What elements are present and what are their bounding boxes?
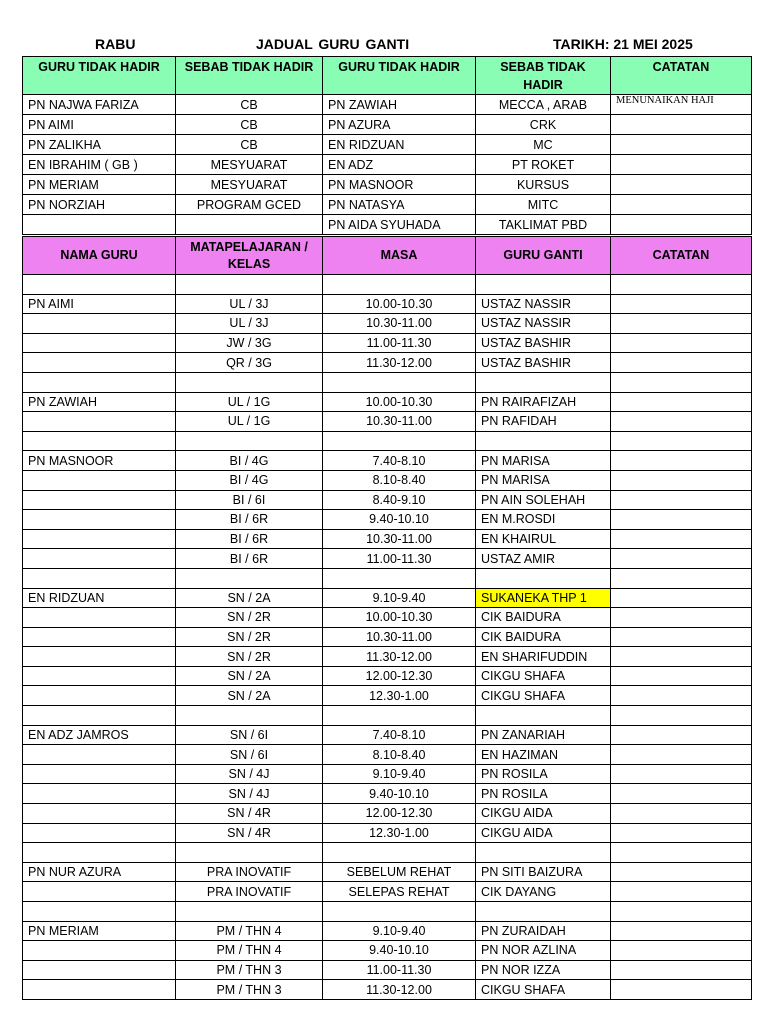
cell-subject: SN / 2A bbox=[176, 666, 323, 686]
cell-time bbox=[323, 843, 476, 863]
cell-time: 10.30-11.00 bbox=[323, 412, 476, 432]
table-row bbox=[23, 135, 752, 155]
column-header: MASA bbox=[323, 237, 476, 275]
cell-relief bbox=[476, 372, 611, 392]
column-header: CATATAN bbox=[611, 237, 752, 275]
table-row bbox=[23, 451, 752, 471]
cell-teacher1: PN MERIAM bbox=[23, 175, 176, 195]
table-row bbox=[23, 843, 752, 863]
cell-note bbox=[611, 745, 752, 765]
cell-reason2: PT ROKET bbox=[476, 155, 611, 175]
cell-note bbox=[611, 275, 752, 295]
cell-note bbox=[611, 333, 752, 353]
cell-subject: SN / 2R bbox=[176, 647, 323, 667]
cell-subject: SN / 4R bbox=[176, 823, 323, 843]
cell-teacher2: EN ADZ bbox=[323, 155, 476, 175]
cell-teacher: PN MASNOOR bbox=[23, 451, 176, 471]
cell-reason1: CB bbox=[176, 135, 323, 155]
cell-subject bbox=[176, 431, 323, 451]
cell-reason2: CRK bbox=[476, 115, 611, 135]
table-row bbox=[23, 804, 752, 824]
table-row bbox=[23, 95, 752, 115]
cell-relief: EN SHARIFUDDIN bbox=[476, 647, 611, 667]
cell-reason2: MECCA , ARAB bbox=[476, 95, 611, 115]
cell-time: 9.40-10.10 bbox=[323, 941, 476, 961]
cell-reason1: CB bbox=[176, 115, 323, 135]
cell-teacher2: PN AIDA SYUHADA bbox=[323, 215, 476, 235]
table-row bbox=[23, 529, 752, 549]
cell-time: 8.10-8.40 bbox=[323, 745, 476, 765]
table-row bbox=[23, 155, 752, 175]
cell-subject: PM / THN 3 bbox=[176, 980, 323, 1000]
cell-relief: PN SITI BAIZURA bbox=[476, 862, 611, 882]
table-row bbox=[23, 921, 752, 941]
cell-time: 11.30-12.00 bbox=[323, 980, 476, 1000]
cell-note bbox=[611, 706, 752, 726]
cell-subject: SN / 4J bbox=[176, 764, 323, 784]
cell-reason1 bbox=[176, 215, 323, 235]
cell-note bbox=[611, 115, 752, 135]
cell-subject: SN / 2A bbox=[176, 588, 323, 608]
cell-note bbox=[611, 666, 752, 686]
cell-relief: SUKANEKA THP 1 bbox=[476, 588, 611, 608]
cell-teacher bbox=[23, 784, 176, 804]
cell-time: 10.30-11.00 bbox=[323, 314, 476, 334]
cell-teacher bbox=[23, 941, 176, 961]
column-header: CATATAN bbox=[611, 57, 752, 95]
cell-relief: PN NOR IZZA bbox=[476, 960, 611, 980]
table-row bbox=[23, 725, 752, 745]
cell-time: 11.00-11.30 bbox=[323, 333, 476, 353]
cell-note bbox=[611, 314, 752, 334]
cell-time: 10.00-10.30 bbox=[323, 608, 476, 628]
cell-teacher2: PN ZAWIAH bbox=[323, 95, 476, 115]
absence-table bbox=[22, 56, 752, 235]
cell-note bbox=[611, 588, 752, 608]
cell-teacher bbox=[23, 980, 176, 1000]
cell-time: 11.00-11.30 bbox=[323, 960, 476, 980]
cell-time: 8.40-9.10 bbox=[323, 490, 476, 510]
cell-note bbox=[611, 175, 752, 195]
cell-teacher bbox=[23, 470, 176, 490]
document-title: JADUAL GURU GANTI bbox=[256, 36, 410, 52]
cell-subject: UL / 3J bbox=[176, 294, 323, 314]
cell-subject: SN / 6I bbox=[176, 725, 323, 745]
cell-note bbox=[611, 862, 752, 882]
date-label: TARIKH: 21 MEI 2025 bbox=[553, 36, 693, 52]
table-row bbox=[23, 470, 752, 490]
table-row bbox=[23, 647, 752, 667]
cell-time: 12.30-1.00 bbox=[323, 686, 476, 706]
cell-teacher bbox=[23, 353, 176, 373]
column-header: SEBAB TIDAK HADIR bbox=[476, 57, 611, 95]
cell-teacher bbox=[23, 706, 176, 726]
cell-teacher bbox=[23, 764, 176, 784]
cell-note bbox=[611, 353, 752, 373]
cell-teacher bbox=[23, 627, 176, 647]
cell-teacher2: PN NATASYA bbox=[323, 195, 476, 215]
table-row bbox=[23, 608, 752, 628]
cell-relief: USTAZ AMIR bbox=[476, 549, 611, 569]
cell-teacher bbox=[23, 686, 176, 706]
table-row bbox=[23, 549, 752, 569]
cell-teacher bbox=[23, 902, 176, 922]
cell-subject: BI / 4G bbox=[176, 470, 323, 490]
cell-subject: UL / 1G bbox=[176, 392, 323, 412]
cell-relief: USTAZ NASSIR bbox=[476, 294, 611, 314]
cell-note bbox=[611, 412, 752, 432]
cell-relief: CIKGU SHAFA bbox=[476, 980, 611, 1000]
cell-note bbox=[611, 529, 752, 549]
cell-relief bbox=[476, 902, 611, 922]
cell-relief: PN RAIRAFIZAH bbox=[476, 392, 611, 412]
cell-note bbox=[611, 451, 752, 471]
cell-relief: USTAZ BASHIR bbox=[476, 333, 611, 353]
table-row bbox=[23, 745, 752, 765]
cell-relief: EN M.ROSDI bbox=[476, 510, 611, 530]
cell-time: 9.10-9.40 bbox=[323, 764, 476, 784]
cell-teacher bbox=[23, 372, 176, 392]
cell-subject bbox=[176, 706, 323, 726]
cell-subject bbox=[176, 372, 323, 392]
cell-note bbox=[611, 823, 752, 843]
cell-subject: BI / 6R bbox=[176, 549, 323, 569]
cell-time: 11.30-12.00 bbox=[323, 353, 476, 373]
cell-relief bbox=[476, 275, 611, 295]
cell-relief: CIK BAIDURA bbox=[476, 627, 611, 647]
cell-note bbox=[611, 155, 752, 175]
cell-reason1: CB bbox=[176, 95, 323, 115]
column-header: NAMA GURU bbox=[23, 237, 176, 275]
cell-note bbox=[611, 627, 752, 647]
table-row bbox=[23, 764, 752, 784]
cell-relief: CIK DAYANG bbox=[476, 882, 611, 902]
cell-teacher2: PN AZURA bbox=[323, 115, 476, 135]
cell-subject: QR / 3G bbox=[176, 353, 323, 373]
cell-time: SEBELUM REHAT bbox=[323, 862, 476, 882]
cell-time bbox=[323, 275, 476, 295]
cell-time: 8.10-8.40 bbox=[323, 470, 476, 490]
cell-teacher bbox=[23, 882, 176, 902]
cell-teacher: EN ADZ JAMROS bbox=[23, 725, 176, 745]
cell-relief bbox=[476, 568, 611, 588]
cell-time: 11.30-12.00 bbox=[323, 647, 476, 667]
table-row bbox=[23, 627, 752, 647]
relief-header-row bbox=[23, 237, 752, 275]
cell-teacher bbox=[23, 666, 176, 686]
cell-relief bbox=[476, 843, 611, 863]
cell-teacher bbox=[23, 510, 176, 530]
table-row bbox=[23, 823, 752, 843]
cell-subject: BI / 6I bbox=[176, 490, 323, 510]
cell-teacher bbox=[23, 608, 176, 628]
cell-note bbox=[611, 294, 752, 314]
cell-teacher1: PN AIMI bbox=[23, 115, 176, 135]
cell-note bbox=[611, 804, 752, 824]
cell-teacher2: PN MASNOOR bbox=[323, 175, 476, 195]
cell-teacher bbox=[23, 745, 176, 765]
cell-relief: PN ZURAIDAH bbox=[476, 921, 611, 941]
cell-subject: PM / THN 3 bbox=[176, 960, 323, 980]
cell-reason1: PROGRAM GCED bbox=[176, 195, 323, 215]
cell-teacher2: EN RIDZUAN bbox=[323, 135, 476, 155]
cell-time: 12.30-1.00 bbox=[323, 823, 476, 843]
table-row bbox=[23, 353, 752, 373]
cell-note bbox=[611, 902, 752, 922]
cell-subject: PM / THN 4 bbox=[176, 921, 323, 941]
cell-teacher: PN MERIAM bbox=[23, 921, 176, 941]
cell-reason2: MITC bbox=[476, 195, 611, 215]
cell-time: 9.10-9.40 bbox=[323, 921, 476, 941]
cell-relief: PN NOR AZLINA bbox=[476, 941, 611, 961]
cell-teacher bbox=[23, 333, 176, 353]
relief-table bbox=[22, 236, 752, 1000]
table-row bbox=[23, 941, 752, 961]
cell-teacher bbox=[23, 823, 176, 843]
cell-teacher1: PN ZALIKHA bbox=[23, 135, 176, 155]
cell-teacher1: EN IBRAHIM ( GB ) bbox=[23, 155, 176, 175]
cell-teacher bbox=[23, 647, 176, 667]
cell-subject: SN / 2R bbox=[176, 627, 323, 647]
table-row bbox=[23, 195, 752, 215]
cell-note bbox=[611, 215, 752, 235]
cell-note bbox=[611, 647, 752, 667]
cell-time bbox=[323, 706, 476, 726]
cell-time bbox=[323, 902, 476, 922]
cell-note bbox=[611, 510, 752, 530]
cell-relief: EN KHAIRUL bbox=[476, 529, 611, 549]
cell-note bbox=[611, 980, 752, 1000]
column-header: GURU TIDAK HADIR bbox=[323, 57, 476, 95]
table-row bbox=[23, 215, 752, 235]
cell-note bbox=[611, 392, 752, 412]
cell-subject: JW / 3G bbox=[176, 333, 323, 353]
cell-subject: PRA INOVATIF bbox=[176, 882, 323, 902]
table-row bbox=[23, 490, 752, 510]
cell-teacher: PN ZAWIAH bbox=[23, 392, 176, 412]
cell-reason2: TAKLIMAT PBD bbox=[476, 215, 611, 235]
cell-relief: CIK BAIDURA bbox=[476, 608, 611, 628]
cell-note bbox=[611, 608, 752, 628]
cell-relief: PN AIN SOLEHAH bbox=[476, 490, 611, 510]
cell-note bbox=[611, 135, 752, 155]
cell-teacher bbox=[23, 804, 176, 824]
cell-teacher bbox=[23, 549, 176, 569]
cell-teacher bbox=[23, 412, 176, 432]
table-row bbox=[23, 568, 752, 588]
cell-subject: SN / 4J bbox=[176, 784, 323, 804]
cell-reason1: MESYUARAT bbox=[176, 175, 323, 195]
cell-subject: PRA INOVATIF bbox=[176, 862, 323, 882]
cell-note bbox=[611, 764, 752, 784]
cell-relief: USTAZ BASHIR bbox=[476, 353, 611, 373]
cell-subject bbox=[176, 568, 323, 588]
column-header: GURU GANTI bbox=[476, 237, 611, 275]
cell-note bbox=[611, 195, 752, 215]
column-header: SEBAB TIDAK HADIR bbox=[176, 57, 323, 95]
cell-teacher: EN RIDZUAN bbox=[23, 588, 176, 608]
table-row bbox=[23, 333, 752, 353]
cell-note bbox=[611, 725, 752, 745]
cell-note bbox=[611, 490, 752, 510]
cell-subject bbox=[176, 843, 323, 863]
table-row bbox=[23, 115, 752, 135]
cell-subject bbox=[176, 275, 323, 295]
cell-note bbox=[611, 549, 752, 569]
cell-reason2: KURSUS bbox=[476, 175, 611, 195]
cell-time: 12.00-12.30 bbox=[323, 666, 476, 686]
cell-time: 10.00-10.30 bbox=[323, 392, 476, 412]
table-row bbox=[23, 275, 752, 295]
table-row bbox=[23, 372, 752, 392]
cell-teacher1: PN NAJWA FARIZA bbox=[23, 95, 176, 115]
cell-relief: PN ROSILA bbox=[476, 764, 611, 784]
cell-time: 9.40-10.10 bbox=[323, 784, 476, 804]
table-row bbox=[23, 706, 752, 726]
column-header: GURU TIDAK HADIR bbox=[23, 57, 176, 95]
cell-teacher bbox=[23, 275, 176, 295]
cell-teacher bbox=[23, 568, 176, 588]
cell-time: 12.00-12.30 bbox=[323, 804, 476, 824]
cell-note bbox=[611, 843, 752, 863]
cell-teacher bbox=[23, 529, 176, 549]
cell-relief: PN ROSILA bbox=[476, 784, 611, 804]
cell-subject: SN / 6I bbox=[176, 745, 323, 765]
cell-note bbox=[611, 960, 752, 980]
cell-teacher bbox=[23, 843, 176, 863]
cell-note bbox=[611, 784, 752, 804]
table-row bbox=[23, 314, 752, 334]
table-row bbox=[23, 686, 752, 706]
cell-note: MENUNAIKAN HAJI bbox=[611, 95, 752, 115]
cell-teacher1: PN NORZIAH bbox=[23, 195, 176, 215]
cell-teacher bbox=[23, 431, 176, 451]
cell-relief bbox=[476, 706, 611, 726]
cell-subject: UL / 1G bbox=[176, 412, 323, 432]
cell-note bbox=[611, 470, 752, 490]
cell-time bbox=[323, 568, 476, 588]
cell-time: 10.30-11.00 bbox=[323, 529, 476, 549]
cell-relief: CIKGU SHAFA bbox=[476, 666, 611, 686]
table-row bbox=[23, 666, 752, 686]
cell-relief bbox=[476, 431, 611, 451]
day-label: RABU bbox=[95, 36, 136, 52]
cell-subject: UL / 3J bbox=[176, 314, 323, 334]
column-header: MATAPELAJARAN / KELAS bbox=[176, 237, 323, 275]
table-row bbox=[23, 412, 752, 432]
table-row bbox=[23, 902, 752, 922]
cell-subject: BI / 4G bbox=[176, 451, 323, 471]
cell-relief: CIKGU AIDA bbox=[476, 823, 611, 843]
table-row bbox=[23, 510, 752, 530]
cell-note bbox=[611, 568, 752, 588]
cell-note bbox=[611, 921, 752, 941]
cell-time bbox=[323, 431, 476, 451]
cell-relief: USTAZ NASSIR bbox=[476, 314, 611, 334]
table-row bbox=[23, 960, 752, 980]
cell-teacher1 bbox=[23, 215, 176, 235]
cell-time: SELEPAS REHAT bbox=[323, 882, 476, 902]
cell-subject: BI / 6R bbox=[176, 510, 323, 530]
table-row bbox=[23, 588, 752, 608]
cell-note bbox=[611, 941, 752, 961]
cell-reason2: MC bbox=[476, 135, 611, 155]
title-row bbox=[0, 36, 768, 54]
cell-teacher bbox=[23, 314, 176, 334]
cell-time: 10.00-10.30 bbox=[323, 294, 476, 314]
table-row bbox=[23, 431, 752, 451]
cell-teacher bbox=[23, 490, 176, 510]
cell-time: 9.10-9.40 bbox=[323, 588, 476, 608]
cell-time: 11.00-11.30 bbox=[323, 549, 476, 569]
cell-note bbox=[611, 686, 752, 706]
cell-note bbox=[611, 882, 752, 902]
cell-reason1: MESYUARAT bbox=[176, 155, 323, 175]
cell-time bbox=[323, 372, 476, 392]
cell-teacher: PN AIMI bbox=[23, 294, 176, 314]
cell-relief: PN ZANARIAH bbox=[476, 725, 611, 745]
cell-time: 7.40-8.10 bbox=[323, 725, 476, 745]
cell-time: 10.30-11.00 bbox=[323, 627, 476, 647]
absence-header-row bbox=[23, 57, 752, 95]
table-row bbox=[23, 392, 752, 412]
cell-subject: BI / 6R bbox=[176, 529, 323, 549]
table-row bbox=[23, 294, 752, 314]
cell-subject: SN / 2A bbox=[176, 686, 323, 706]
cell-subject: PM / THN 4 bbox=[176, 941, 323, 961]
cell-relief: PN MARISA bbox=[476, 470, 611, 490]
cell-subject bbox=[176, 902, 323, 922]
cell-relief: PN MARISA bbox=[476, 451, 611, 471]
cell-teacher: PN NUR AZURA bbox=[23, 862, 176, 882]
table-row bbox=[23, 862, 752, 882]
cell-time: 9.40-10.10 bbox=[323, 510, 476, 530]
cell-relief: PN RAFIDAH bbox=[476, 412, 611, 432]
cell-teacher bbox=[23, 960, 176, 980]
table-row bbox=[23, 175, 752, 195]
cell-relief: CIKGU AIDA bbox=[476, 804, 611, 824]
cell-relief: CIKGU SHAFA bbox=[476, 686, 611, 706]
cell-relief: EN HAZIMAN bbox=[476, 745, 611, 765]
cell-note bbox=[611, 372, 752, 392]
table-row bbox=[23, 882, 752, 902]
table-row bbox=[23, 784, 752, 804]
table-row bbox=[23, 980, 752, 1000]
cell-subject: SN / 4R bbox=[176, 804, 323, 824]
cell-subject: SN / 2R bbox=[176, 608, 323, 628]
cell-note bbox=[611, 431, 752, 451]
cell-time: 7.40-8.10 bbox=[323, 451, 476, 471]
